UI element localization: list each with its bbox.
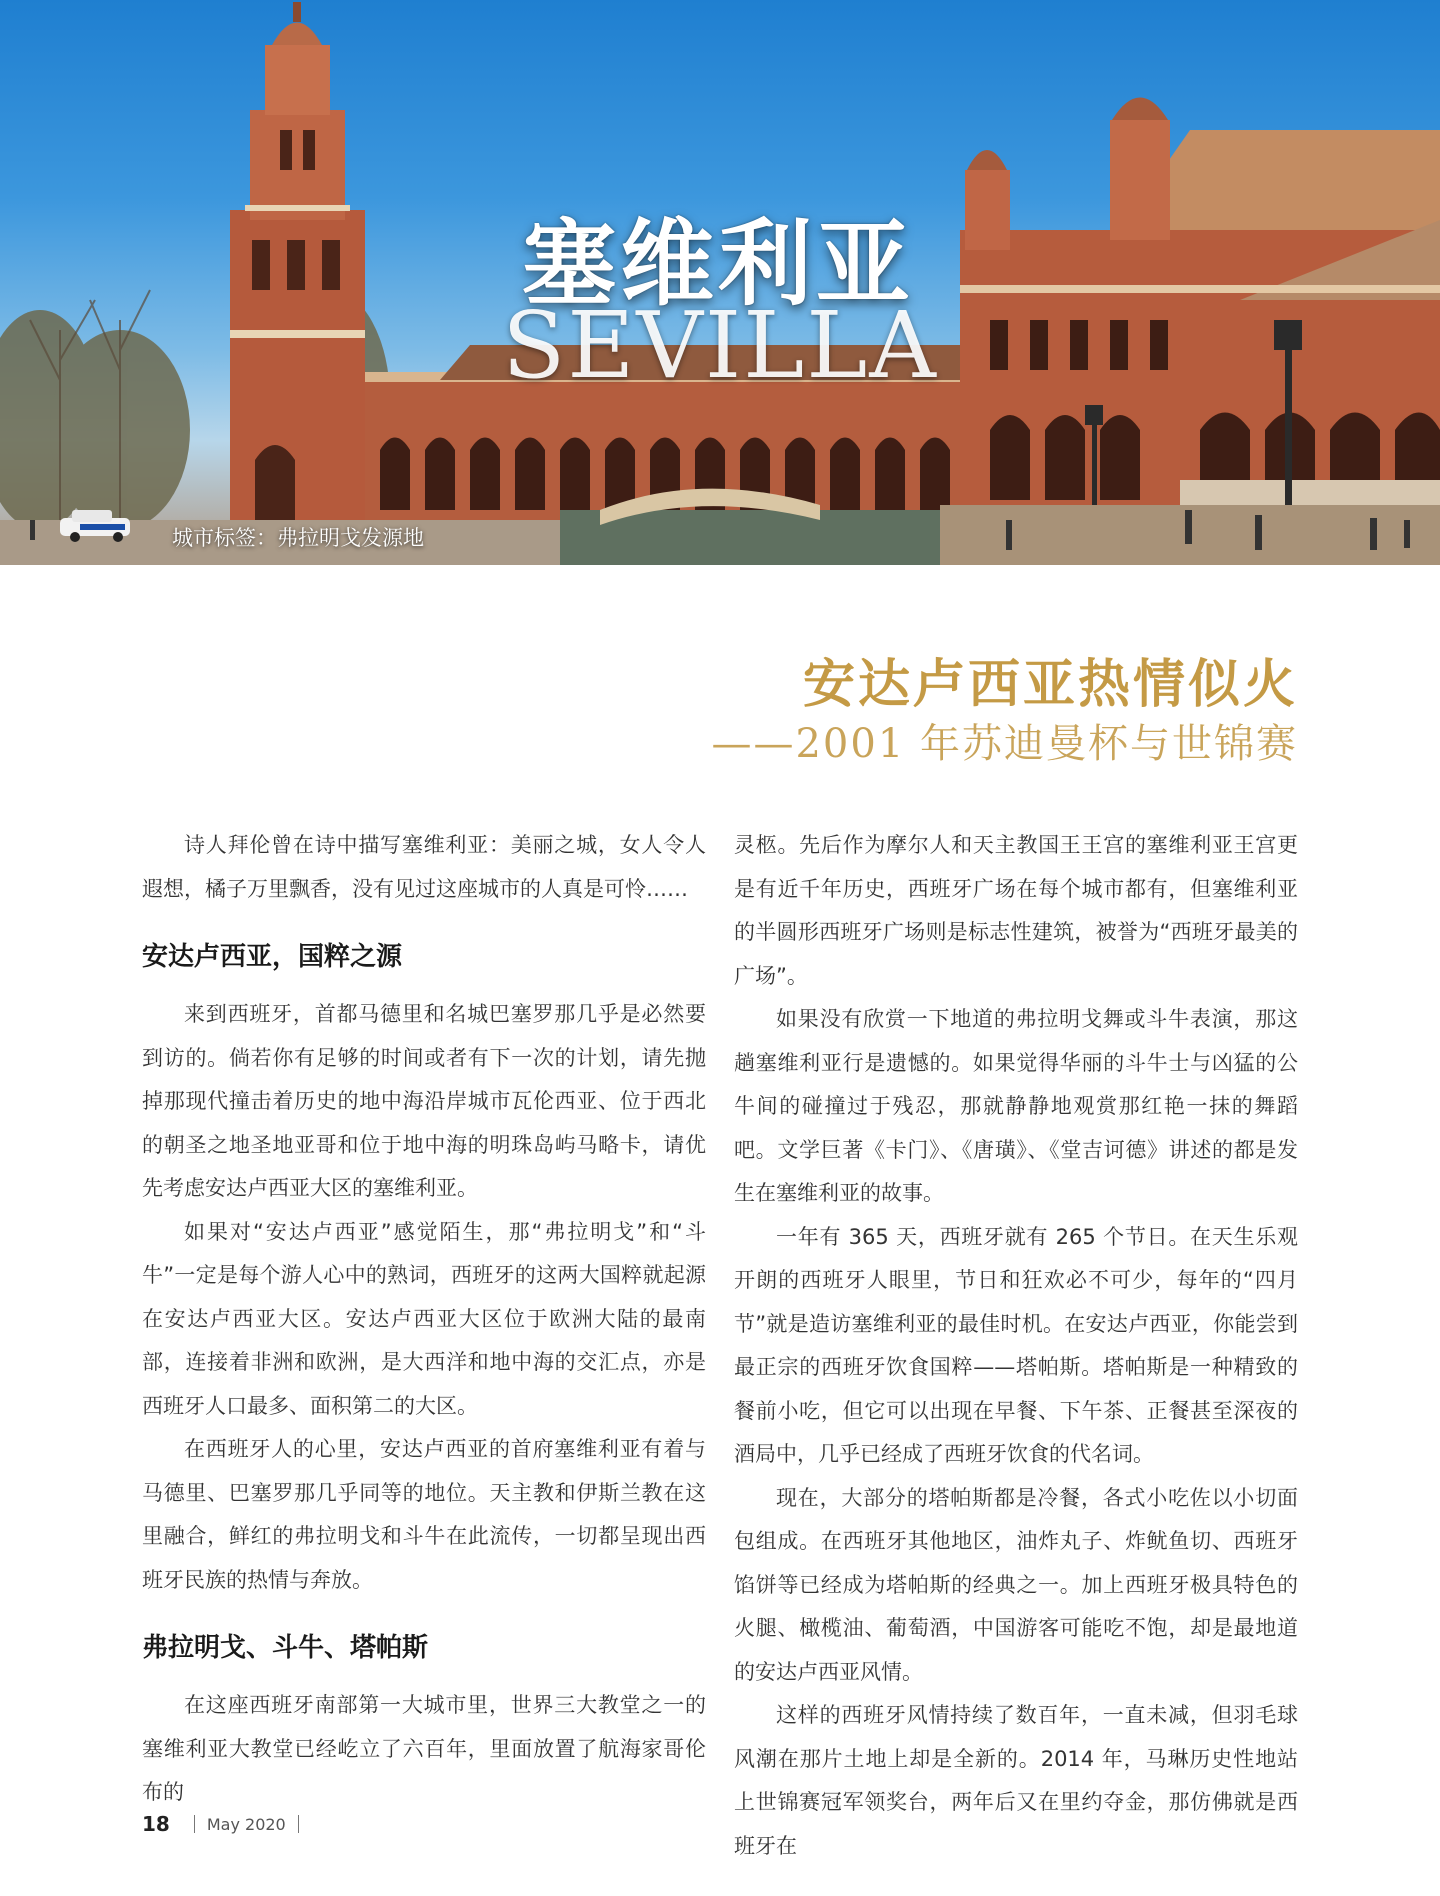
body-paragraph: 这样的西班牙风情持续了数百年，一直未减，但羽毛球风潮在那片土地上却是全新的。2014 年，马琳历史性地站上世锦赛冠军领奖台，两年后又在里约夺金，那仿佛就是西班牙在 (734, 1703, 1298, 1858)
left-column (142, 824, 706, 1815)
footer-divider (194, 1815, 195, 1833)
body-paragraph: 在这座西班牙南部第一大城市里，世界三大教堂之一的塞维利亚大教堂已经屹立了六百年，里面放置了航海家哥伦布的 (142, 1693, 706, 1804)
body-paragraph: 如果对“安达卢西亚”感觉陌生，那“弗拉明戈”和“斗牛”一定是每个游人心中的熟词，西班牙的这两大国粹就起源在安达卢西亚大区。安达卢西亚大区位于欧洲大陆的最南部，连接着非洲和欧洲，是大西洋和地中海的交汇点，亦是西班牙人口最多、面积第二的大区。 (142, 1219, 706, 1418)
hero-title-english: SEVILLA (502, 292, 938, 399)
article-headline: 安达卢西亚热情似火 (802, 654, 1298, 715)
body-paragraph-continued: 灵柩。先后作为摩尔人和天主教国王王宫的塞维利亚王宫更是有近千年历史，西班牙广场在每个城市都有，但塞维利亚的半圆形西班牙广场则是标志性建筑，被誉为“西班牙最美的广场”。 (734, 833, 1298, 988)
body-paragraph: 在西班牙人的心里，安达卢西亚的首府塞维利亚有着与马德里、巴塞罗那几乎同等的地位。天主教和伊斯兰教在这里融合，鲜红的弗拉明戈和斗牛在此流传，一切都呈现出西班牙民族的热情与奔放。 (142, 1437, 706, 1592)
page-footer (142, 1812, 311, 1836)
article-subheadline: ——2001 年苏迪曼杯与世锦赛 (711, 721, 1298, 767)
intro-paragraph: 诗人拜伦曾在诗中描写塞维利亚：美丽之城，女人令人遐想，橘子万里飘香，没有见过这座城市的人真是可怜…… (142, 833, 706, 901)
page-number: 18 (142, 1812, 170, 1836)
right-column (734, 824, 1298, 1868)
section-heading-andalusia: 安达卢西亚，国粹之源 (142, 942, 403, 972)
body-paragraph: 来到西班牙，首都马德里和名城巴塞罗那几乎是必然要到访的。倘若你有足够的时间或者有下一次的计划，请先抛掉那现代撞击着历史的地中海沿岸城市瓦伦西亚、位于西北的朝圣之地圣地亚哥和位于地中海的明珠岛屿马略卡，请优先考虑安达卢西亚大区的塞维利亚。 (142, 1002, 706, 1200)
footer-divider (298, 1815, 299, 1833)
body-paragraph: 如果没有欣赏一下地道的弗拉明戈舞或斗牛表演，那这趟塞维利亚行是遗憾的。如果觉得华丽的斗牛士与凶猛的公牛间的碰撞过于残忍，那就静静地观赏那红艳一抹的舞蹈吧。文学巨著《卡门》、《唐璜》、《堂吉诃德》讲述的都是发生在塞维利亚的故事。 (734, 1007, 1298, 1205)
hero-title-chinese: 塞维利亚 (521, 210, 914, 319)
section-heading-flamenco: 弗拉明戈、斗牛、塔帕斯 (142, 1633, 429, 1663)
body-paragraph: 一年有 365 天，西班牙就有 265 个节日。在天生乐观开朗的西班牙人眼里，节日和狂欢必不可少，每年的“四月节”就是造访塞维利亚的最佳时机。在安达卢西亚，你能尝到最正宗的西班牙饮食国粹——塔帕斯。塔帕斯是一种精致的餐前小吃，但它可以出现在早餐、下午茶、正餐甚至深夜的酒局中，几乎已经成了西班牙饮食的代名词。 (734, 1224, 1298, 1466)
hero-caption: 城市标签：弗拉明戈发源地 (172, 526, 424, 550)
body-paragraph: 现在，大部分的塔帕斯都是冷餐，各式小吃佐以小切面包组成。在西班牙其他地区，油炸丸子、炸鱿鱼切、西班牙馅饼等已经成为塔帕斯的经典之一。加上西班牙极具特色的火腿、橄榄油、葡萄酒，中国游客可能吃不饱，却是最地道的安达卢西亚风情。 (734, 1485, 1298, 1684)
issue-date: May 2020 (206, 1814, 286, 1834)
hero-banner (0, 0, 1440, 565)
